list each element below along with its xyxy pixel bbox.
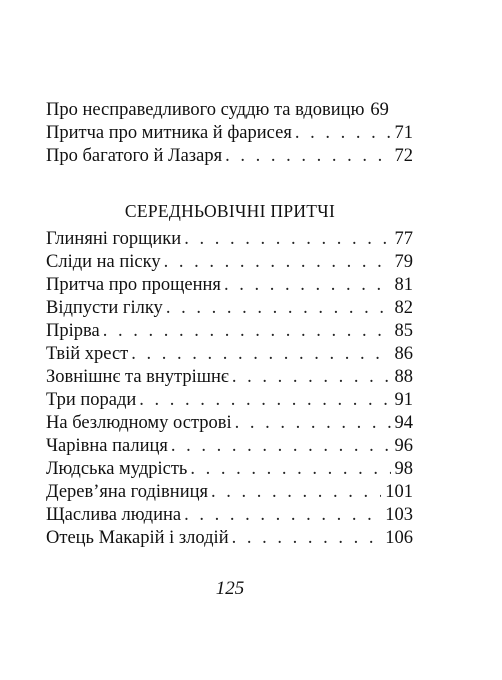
toc-entry-title: Твій хрест <box>46 344 129 364</box>
toc-entry <box>46 122 413 145</box>
toc-entry-page: 85 <box>394 321 413 341</box>
toc-entry-page: 81 <box>394 275 413 295</box>
toc-entry-page: 98 <box>394 459 413 479</box>
dot-leader <box>224 274 391 297</box>
dot-leader <box>295 122 391 145</box>
toc-entry-title: Про несправедливого суддю та вдовицю <box>46 100 365 120</box>
toc-entry-title: На безлюдному острові <box>46 413 232 433</box>
dot-leader <box>166 297 391 320</box>
toc-entry <box>46 320 413 343</box>
toc-entry-page: 91 <box>394 390 413 410</box>
toc-entry-title: Притча про митника й фарисея <box>46 123 292 143</box>
toc-entry <box>46 274 413 297</box>
toc-entry-title: Чарівна палиця <box>46 436 168 456</box>
dot-leader <box>139 389 390 412</box>
toc-entry-page: 71 <box>394 123 413 143</box>
toc-entry-title: Дерев’яна годівниця <box>46 482 209 502</box>
toc-entry <box>46 297 413 320</box>
toc-entry <box>46 527 413 550</box>
toc-entry <box>46 343 413 366</box>
toc-entry <box>46 481 413 504</box>
dot-leader <box>232 527 382 550</box>
toc-entry <box>46 504 413 527</box>
toc-entry-page: 103 <box>385 505 413 525</box>
dot-leader <box>211 481 381 504</box>
toc-entry-page: 86 <box>394 344 413 364</box>
toc-entry-page: 82 <box>394 298 413 318</box>
dot-leader <box>225 145 390 168</box>
toc-entry-title: Людська мудрість <box>46 459 188 479</box>
toc-entry-page: 106 <box>385 528 413 548</box>
toc-entry-page: 72 <box>394 146 413 166</box>
dot-leader <box>164 251 391 274</box>
toc-entry-page: 79 <box>394 252 413 272</box>
toc-entry-title: Глиняні горщики <box>46 229 182 249</box>
toc-entry-page: 77 <box>394 229 413 249</box>
dot-leader <box>184 228 390 251</box>
dot-leader <box>103 320 391 343</box>
toc-entry-title: Отець Макарій і злодій <box>46 528 229 548</box>
toc-entry <box>46 389 413 412</box>
dot-leader <box>171 435 391 458</box>
toc-entry-page: 96 <box>394 436 413 456</box>
dot-leader <box>131 343 390 366</box>
toc-entry-title: Прірва <box>46 321 100 341</box>
toc-entry <box>46 366 413 389</box>
page-number: 125 <box>215 578 245 599</box>
toc-list-top <box>46 99 413 168</box>
toc-entry <box>46 99 413 122</box>
toc-entry-title: Щаслива людина <box>46 505 182 525</box>
section-heading: СЕРЕДНЬОВІЧНІ ПРИТЧІ <box>124 201 336 221</box>
toc-entry-title: Три поради <box>46 390 137 410</box>
toc-entry-title: Про багатого й Лазаря <box>46 146 223 166</box>
dot-leader <box>235 412 391 435</box>
toc-entry <box>46 251 413 274</box>
toc-list-medieval <box>46 228 413 550</box>
toc-entry-title: Сліди на піску <box>46 252 161 272</box>
toc-entry-page: 69 <box>370 100 389 120</box>
toc-entry-title: Притча про прощення <box>46 275 221 295</box>
toc-entry-page: 101 <box>385 482 413 502</box>
dot-leader <box>232 366 391 389</box>
toc-entry <box>46 145 413 168</box>
toc-entry-page: 94 <box>394 413 413 433</box>
toc-entry <box>46 435 413 458</box>
toc-entry <box>46 412 413 435</box>
toc-entry-page: 88 <box>394 367 413 387</box>
dot-leader <box>184 504 381 527</box>
toc-entry-title: Зовнішнє та внутрішнє <box>46 367 229 387</box>
toc-entry <box>46 458 413 481</box>
dot-leader <box>190 458 390 481</box>
toc-entry-title: Відпусти гілку <box>46 298 163 318</box>
toc-entry <box>46 228 413 251</box>
